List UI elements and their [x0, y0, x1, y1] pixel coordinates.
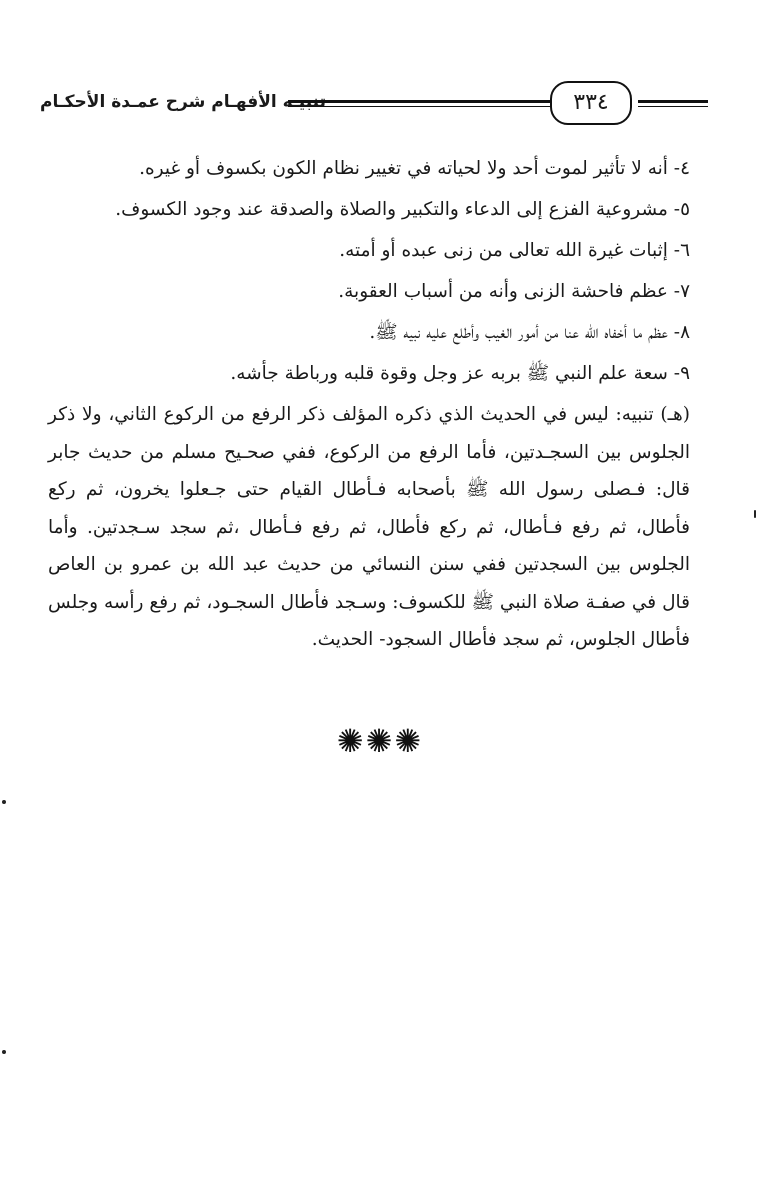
page-number-frame: [550, 81, 632, 125]
page-header: [30, 78, 720, 128]
note-paragraph: (هـ) تنبيه: ليس في الحديث الذي ذكره المؤلف ذكر الرفع من الركوع الثاني، ولا ذكر الجلوس بين السجـدتين، فأما الرفع من الركوع، ففي صحـيح مسلم من حديث جابر قال: فـصلى رسول الله ﷺ بأصحابه فـأطال القيام حتى جـعلوا يخرون، ثم ركع فأطال، ثم رفع فـأطال، ثم ركع فأطال، ثم رفع فـأطال ،ثم سجد سـجدتين. وأما الجلوس بين السجدتين ففي سنن النسائي من حديث عبد الله بن عمرو بن العاص قال في صفـة صلاة النبي ﷺ للكسوف: وسـجد فأطال السجـود، ثم رفع رأسه وجلس فأطال الجلوس، ثم سجد فأطال السجود- الحديث.: [48, 404, 690, 650]
header-rule: [288, 100, 550, 103]
section-ornament: [0, 722, 760, 760]
list-item: ٧- عظم فاحشة الزنى وأنه من أسباب العقوبة.: [338, 281, 690, 302]
list-item: ٦- إثبات غيرة الله تعالى من زنى عبده أو أمته.: [339, 240, 690, 261]
list-item: ٥- مشروعية الفزع إلى الدعاء والتكبير والصلاة والصدقة عند وجود الكسوف.: [115, 199, 690, 220]
header-rule-thin: [288, 106, 550, 107]
page-body: [48, 148, 690, 659]
header-rule-right-thin: [638, 106, 708, 107]
header-rule-right: [638, 100, 708, 103]
list-item: ٤- أنه لا تأثير لموت أحد ولا لحياته في تغيير نظام الكون بكسوف أو غيره.: [139, 158, 690, 179]
list-item: ٨- عظم ما أخفاه الله عنا من أمور الغيب وأطلع عليه نبيه ﷺ.: [369, 322, 690, 343]
running-title: تنبيـه الأفهـام شرح عمـدة الأحكـام: [40, 92, 326, 112]
list-item: ٩- سعة علم النبي ﷺ بربه عز وجل وقوة قلبه ورباطة جأشه.: [230, 363, 690, 384]
scan-mark: [754, 510, 756, 518]
scan-mark: [2, 1050, 6, 1054]
scan-mark: [2, 800, 6, 804]
ornament-icon: ✺✺✺: [336, 722, 424, 760]
page-number: ٣٣٤: [573, 90, 609, 115]
